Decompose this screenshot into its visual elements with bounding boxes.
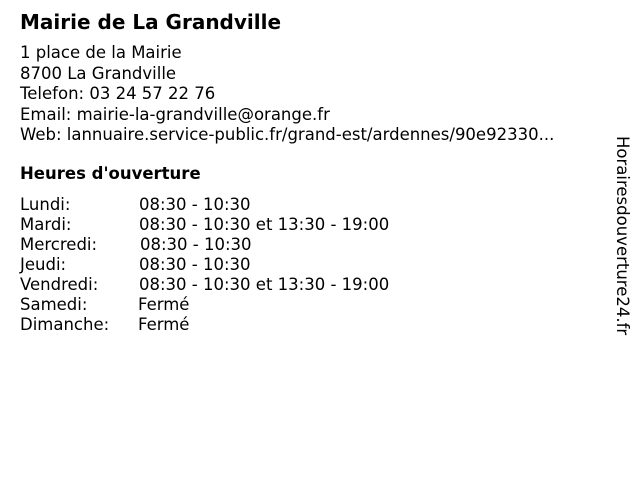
page-title: Mairie de La Grandville bbox=[20, 10, 282, 34]
time-value: 08:30 - 10:30 bbox=[139, 255, 251, 274]
day-label: Dimanche: bbox=[20, 315, 110, 334]
address-block bbox=[20, 43, 554, 146]
site-watermark: Horairesdouverture24.fr bbox=[613, 136, 632, 336]
phone-number: Telefon: 03 24 57 22 76 bbox=[20, 84, 216, 103]
day-label: Jeudi: bbox=[20, 255, 67, 274]
day-label: Mardi: bbox=[20, 215, 72, 234]
time-value: 08:30 - 10:30 bbox=[140, 235, 252, 254]
city-address: 8700 La Grandville bbox=[20, 63, 177, 83]
email-address: Email: mairie-la-grandville@orange.fr bbox=[20, 104, 330, 124]
time-value: Fermé bbox=[138, 315, 190, 334]
time-value: 08:30 - 10:30 bbox=[139, 195, 251, 214]
hours-heading: Heures d'ouverture bbox=[20, 164, 201, 183]
website-url: Web: lannuaire.service-public.fr/grand-est/ardennes/90e92330... bbox=[20, 125, 555, 144]
time-value: Fermé bbox=[138, 295, 190, 314]
day-label: Lundi: bbox=[20, 195, 71, 214]
time-value: 08:30 - 10:30 et 13:30 - 19:00 bbox=[139, 275, 390, 294]
street-address: 1 place de la Mairie bbox=[20, 43, 182, 62]
day-label: Vendredi: bbox=[20, 275, 99, 294]
day-label: Samedi: bbox=[20, 295, 88, 314]
time-value: 08:30 - 10:30 et 13:30 - 19:00 bbox=[139, 215, 390, 234]
day-label: Mercredi: bbox=[20, 235, 98, 254]
